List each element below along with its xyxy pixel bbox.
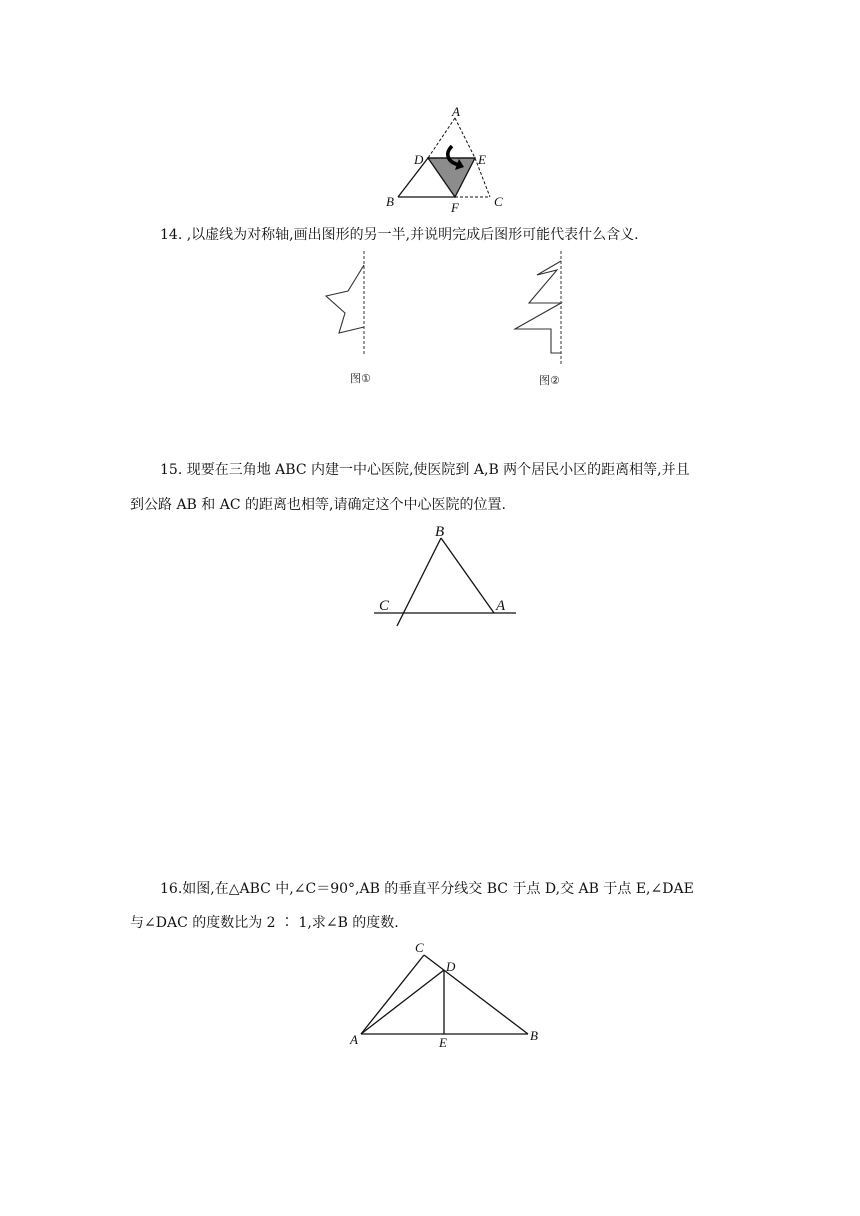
star-half-figure	[318, 248, 378, 388]
folded-triangle-figure	[380, 100, 520, 216]
label-C: C	[415, 940, 424, 955]
label-A: A	[350, 1032, 358, 1047]
shaded-triangle-def	[428, 158, 475, 197]
label-D: D	[446, 959, 456, 974]
label-B: B	[435, 524, 445, 540]
label-A: A	[452, 104, 460, 119]
question-14-text: 14. ,以虚线为对称轴,画出图形的另一半,并说明完成后图形可能代表什么含义.	[160, 227, 639, 243]
label-E: E	[478, 152, 486, 167]
question-15-line-2: 到公路 AB 和 AC 的距离也相等,请确定这个中心医院的位置.	[130, 497, 506, 513]
label-B: B	[530, 1028, 538, 1043]
caption-figure-1: 图①	[350, 372, 371, 385]
label-C: C	[379, 598, 390, 614]
question-16-line-1: 16.如图,在△ABC 中,∠C＝90°,AB 的垂直平分线交 BC 于点 D,交 AB 于点 E,∠DAE	[160, 881, 694, 897]
label-B: B	[386, 194, 394, 209]
label-F: F	[451, 200, 459, 215]
right-triangle-figure	[345, 935, 545, 1050]
label-C: C	[494, 194, 503, 209]
question-15-line-1: 15. 现要在三角地 ABC 内建一中心医院,使医院到 A,B 两个居民小区的距离相等,并且	[160, 462, 690, 478]
question-16-line-2: 与∠DAC 的度数比为 2 ∶ 1,求∠B 的度数.	[130, 915, 399, 931]
tree-half-figure	[505, 248, 575, 392]
label-E: E	[439, 1035, 447, 1050]
label-A: A	[496, 598, 506, 614]
caption-figure-2: 图②	[539, 374, 560, 387]
triangle-abc-figure	[370, 522, 520, 630]
label-D: D	[414, 152, 424, 167]
